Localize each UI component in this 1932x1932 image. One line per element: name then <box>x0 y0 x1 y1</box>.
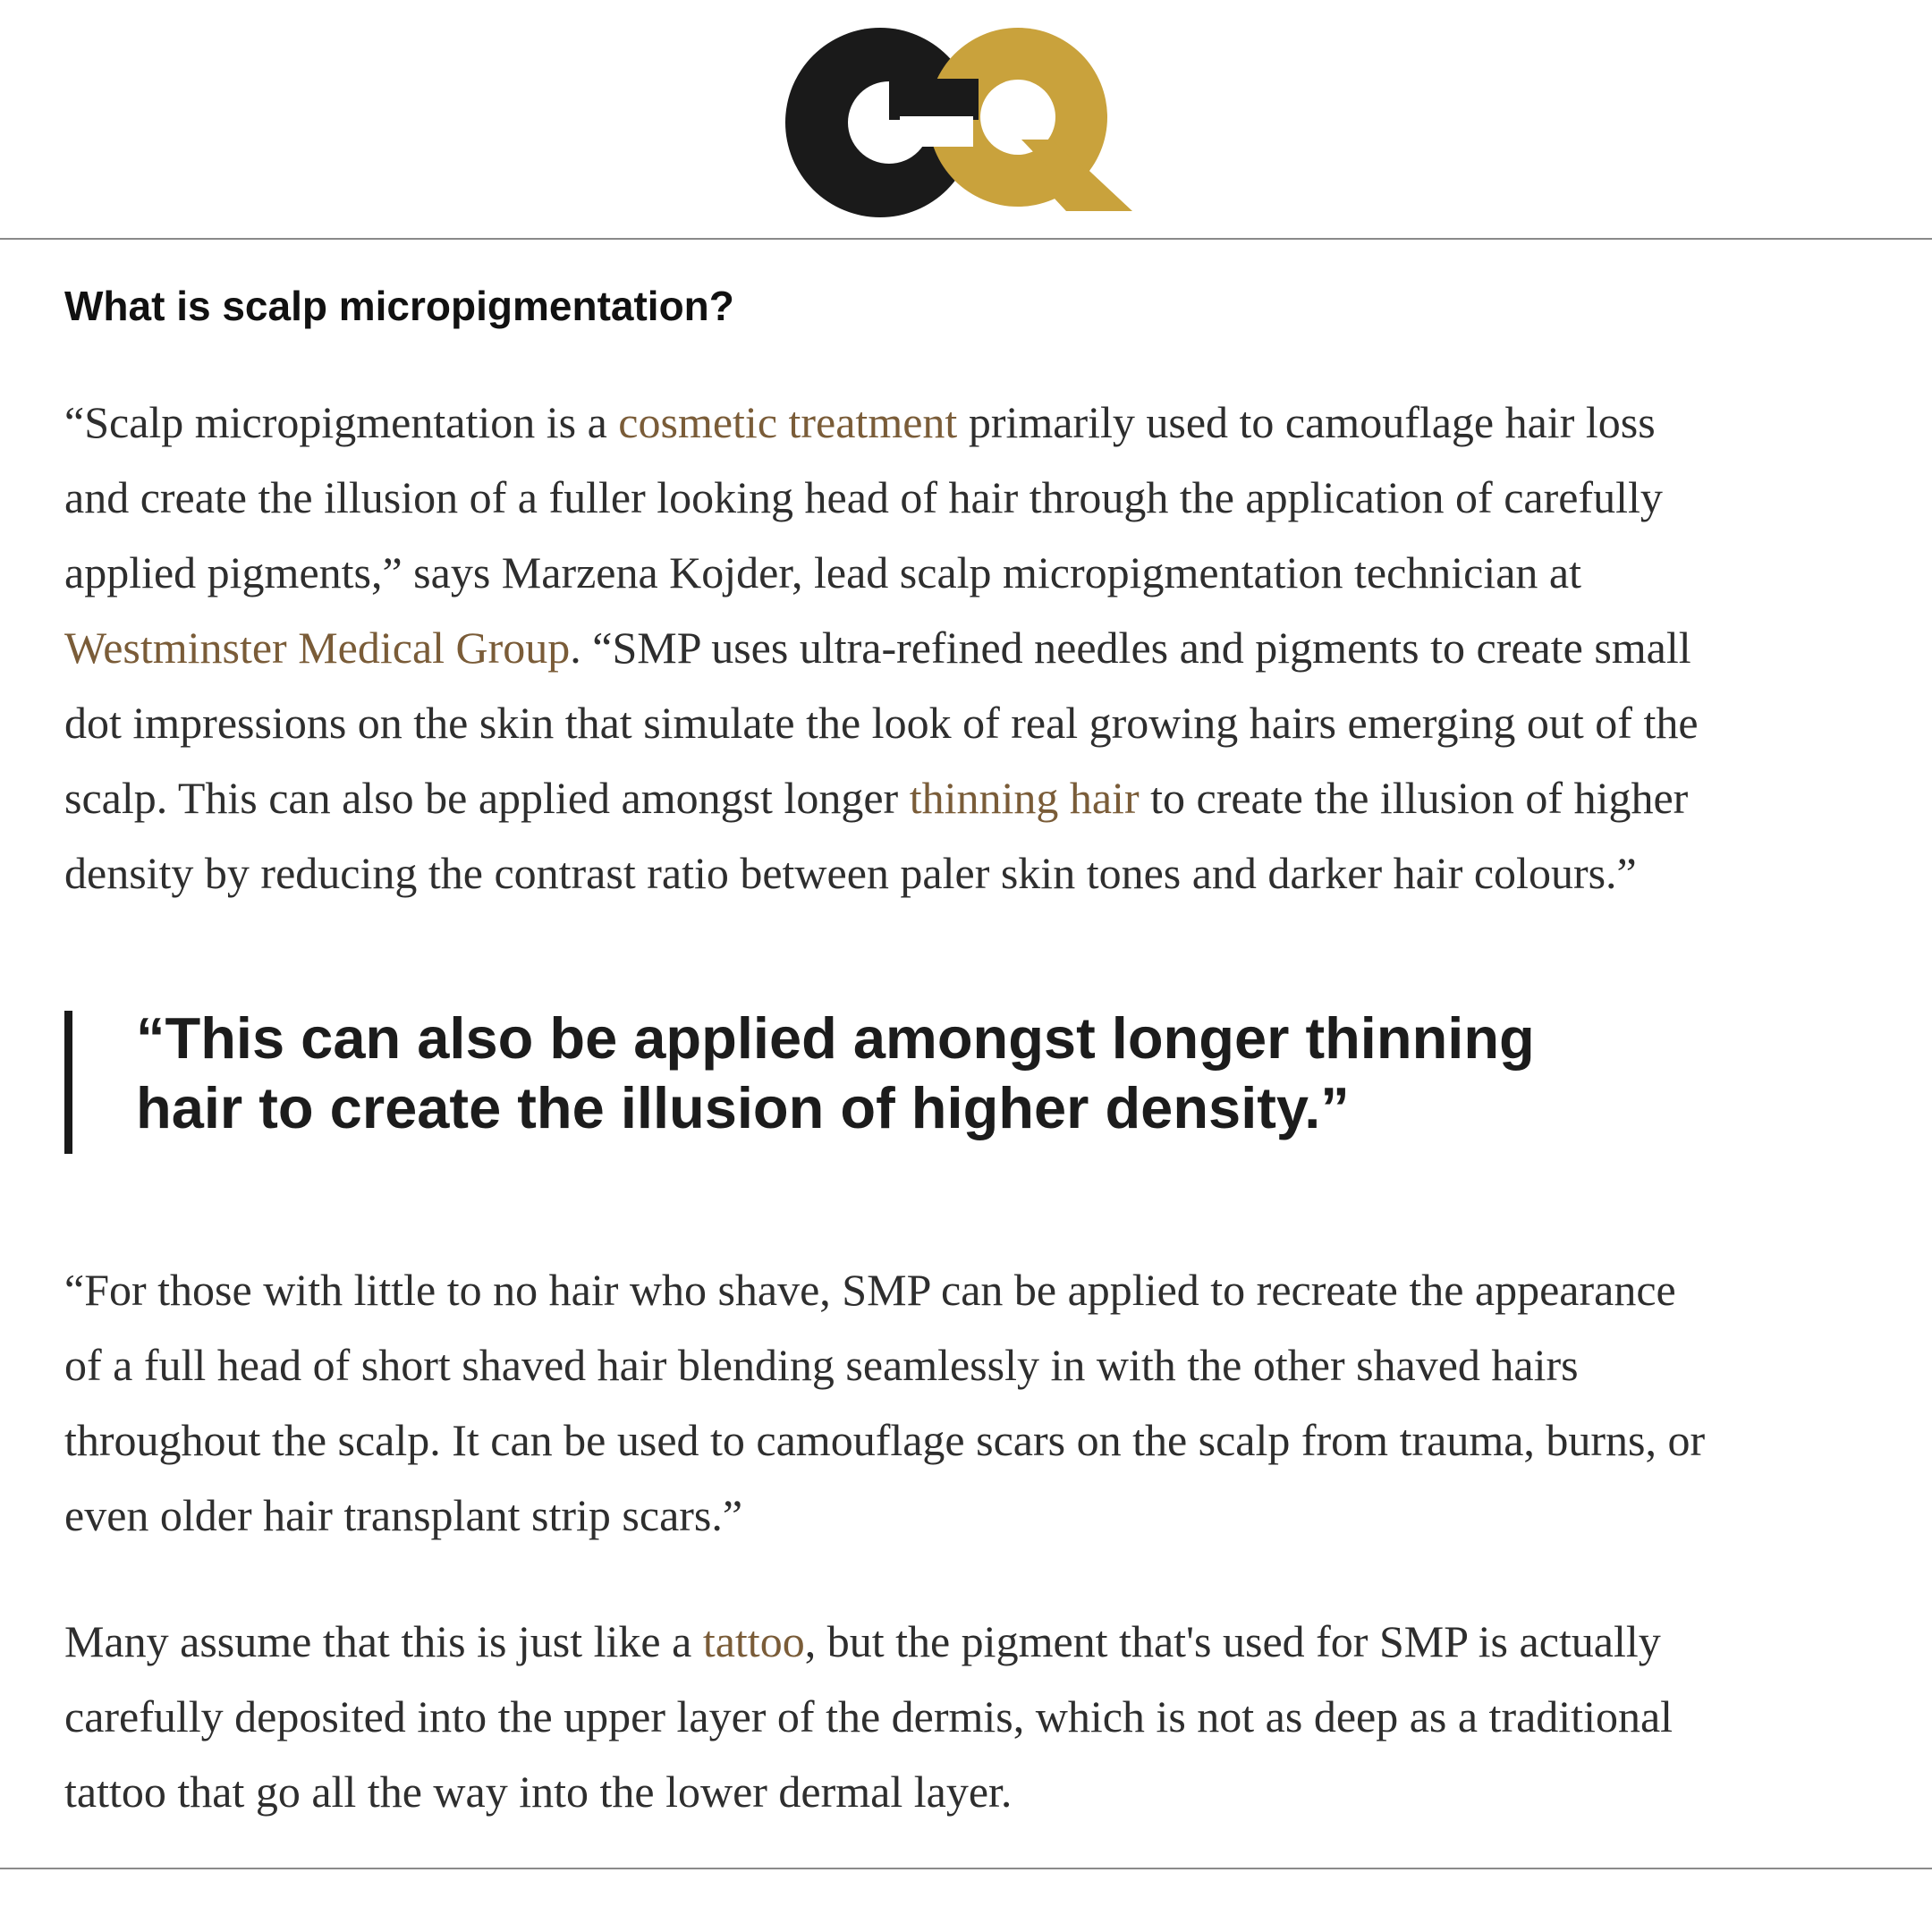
paragraph-line: dot impressions on the skin that simulate the look of real growing hairs emerging out of the <box>64 698 1699 748</box>
article-paragraph-1 <box>64 385 1880 911</box>
footer-divider <box>0 1868 1932 1869</box>
text-run: scalp. This can also be applied amongst longer <box>64 773 910 823</box>
pull-quote-line: hair to create the illusion of higher density.” <box>136 1075 1350 1140</box>
paragraph-line: carefully deposited into the upper layer of the dermis, which is not as deep as a traditional <box>64 1691 1674 1741</box>
paragraph-line: “For those with little to no hair who shave, SMP can be applied to recreate the appearance <box>64 1265 1676 1315</box>
gq-logo[interactable] <box>784 25 1134 220</box>
pull-quote <box>64 1005 1853 1154</box>
thinning-hair-link[interactable]: thinning hair <box>909 773 1140 823</box>
pull-quote-line: “This can also be applied amongst longer thinning <box>136 1005 1535 1071</box>
paragraph-line <box>64 1604 1880 1679</box>
paragraph-line <box>64 610 1880 685</box>
paragraph-line <box>64 385 1880 460</box>
tattoo-link[interactable]: tattoo <box>702 1616 805 1666</box>
text-run: . “SMP uses ultra-refined needles and pigments to create small <box>570 623 1691 673</box>
paragraph-line: tattoo that go all the way into the lower dermal layer. <box>64 1767 1013 1817</box>
article-paragraph-2 <box>64 1252 1880 1553</box>
site-header <box>0 0 1932 240</box>
westminster-medical-group-link[interactable]: Westminster Medical Group <box>64 623 571 673</box>
text-run: primarily used to camouflage hair loss <box>957 397 1656 447</box>
paragraph-line: density by reducing the contrast ratio between paler skin tones and darker hair colours.” <box>64 848 1637 898</box>
paragraph-line: applied pigments,” says Marzena Kojder, lead scalp micropigmentation technician at <box>64 547 1582 597</box>
text-run: to create the illusion of higher <box>1139 773 1689 823</box>
paragraph-line <box>64 760 1880 835</box>
text-run: “Scalp micropigmentation is a <box>64 397 619 447</box>
paragraph-line: of a full head of short shaved hair blending seamlessly in with the other shaved hairs <box>64 1340 1579 1390</box>
text-run: Many assume that this is just like a <box>64 1616 703 1666</box>
article-paragraph-3 <box>64 1604 1880 1829</box>
pull-quote-bar <box>64 1011 72 1154</box>
logo-g-crossbar <box>900 116 973 147</box>
text-run: , but the pigment that's used for SMP is actually <box>804 1616 1661 1666</box>
pull-quote-text <box>136 1004 1535 1143</box>
logo-g-opening <box>889 79 979 120</box>
paragraph-line: throughout the scalp. It can be used to camouflage scars on the scalp from trauma, burns, or <box>64 1415 1706 1465</box>
paragraph-line: even older hair transplant strip scars.” <box>64 1490 743 1540</box>
paragraph-line: and create the illusion of a fuller looking head of hair through the application of carefully <box>64 472 1663 522</box>
section-heading: What is scalp micropigmentation? <box>64 283 734 329</box>
cosmetic-treatment-link[interactable]: cosmetic treatment <box>618 397 958 447</box>
